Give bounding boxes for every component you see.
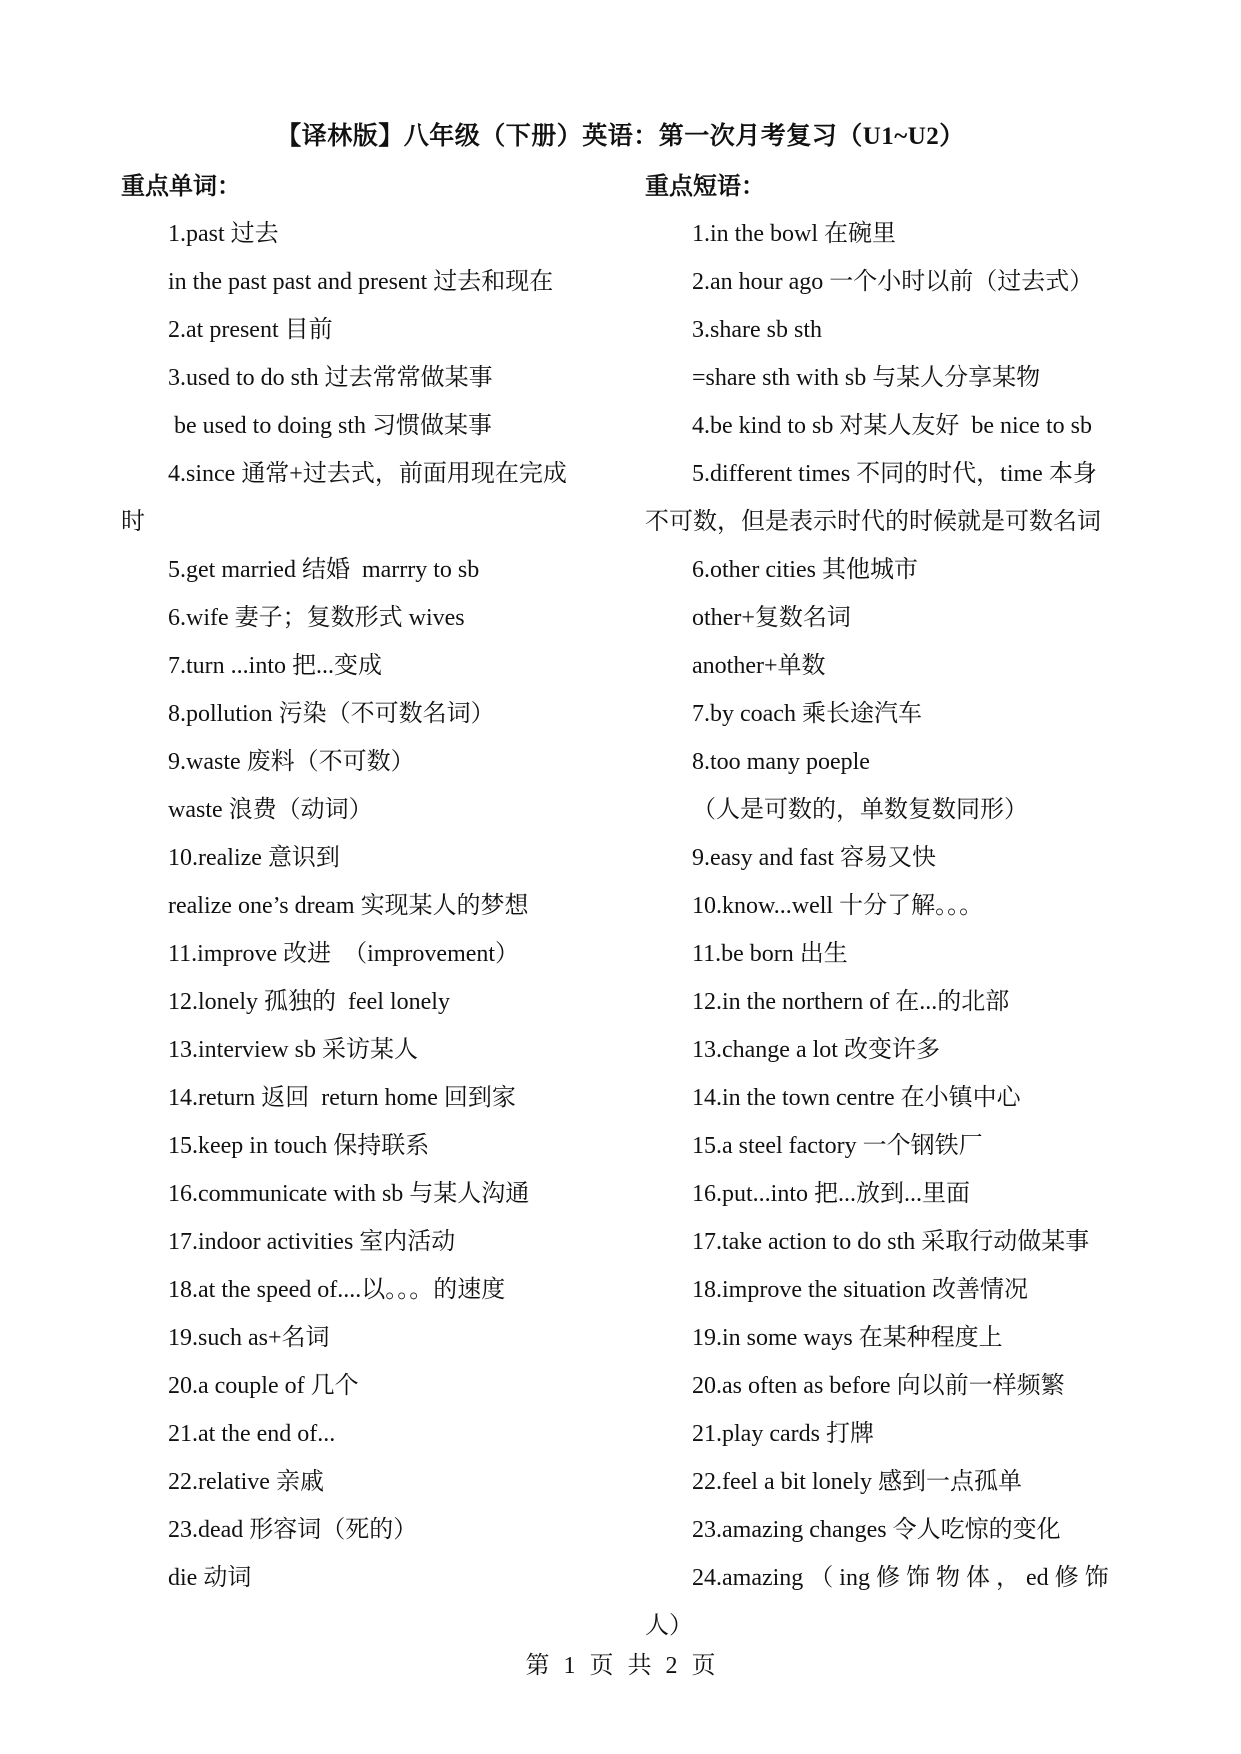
phrase-line: 13.change a lot 改变许多 [692,1037,940,1063]
key-phrases-heading: 重点短语： [645,174,765,200]
phrase-line: 18.improve the situation 改善情况 [692,1277,1028,1303]
phrase-line: 6.other cities 其他城市 [692,557,918,583]
word-line: 15.keep in touch 保持联系 [168,1133,430,1159]
key-words-heading: 重点单词： [121,174,241,200]
phrase-line: 3.share sb sth [692,317,822,343]
word-line: waste 浪费（动词） [168,797,373,823]
word-line: 3.used to do sth 过去常常做某事 [168,365,493,391]
word-line: 23.dead 形容词（死的） [168,1517,418,1543]
word-line: 16.communicate with sb 与某人沟通 [168,1181,530,1207]
word-line: die 动词 [168,1565,252,1591]
word-line: 22.relative 亲戚 [168,1469,324,1495]
phrase-line: （人是可数的，单数复数同形） [692,797,1028,823]
page-title: 【译林版】八年级（下册）英语：第一次月考复习（U1~U2） [276,123,965,150]
word-line: 2.at present 目前 [168,317,333,343]
phrase-line: 12.in the northern of 在...的北部 [692,989,1010,1015]
phrase-line: 16.put...into 把...放到...里面 [692,1181,971,1207]
key-words-column [121,210,681,1602]
phrase-line: 11.be born 出生 [692,941,848,967]
phrase-line: 23.amazing changes 令人吃惊的变化 [692,1517,1061,1543]
phrase-line: =share sth with sb 与某人分享某物 [692,365,1041,391]
word-line: 14.return 返回 return home 回到家 [168,1085,516,1111]
word-line: in the past past and present 过去和现在 [168,269,554,295]
word-line: 21.at the end of... [168,1421,336,1447]
word-line: 9.waste 废料（不可数） [168,749,415,775]
phrase-line: 8.too many poeple [692,749,870,775]
word-line: 8.pollution 污染（不可数名词） [168,701,495,727]
phrase-line: 21.play cards 打牌 [692,1421,874,1447]
word-line: 6.wife 妻子；复数形式 wives [168,605,465,631]
phrase-line: 1.in the bowl 在碗里 [692,221,896,247]
phrase-line: 15.a steel factory 一个钢铁厂 [692,1133,983,1159]
page-footer: 第 1 页 共 2 页 [525,1653,716,1679]
phrase-line: other+复数名词 [692,605,851,631]
key-phrases-column [645,210,1205,1650]
word-line: 17.indoor activities 室内活动 [168,1229,456,1255]
word-line: 10.realize 意识到 [168,845,340,871]
phrase-line: 不可数，但是表示时代的时候就是可数名词 [645,509,1101,535]
phrase-line: 5.different times 不同的时代，time 本身 [692,461,1097,487]
word-line: realize one’s dream 实现某人的梦想 [168,893,529,919]
word-line: 时 [121,509,145,535]
word-line: be used to doing sth 习惯做某事 [168,413,492,439]
word-line: 4.since 通常+过去式，前面用现在完成 [168,461,567,487]
phrase-line: 19.in some ways 在某种程度上 [692,1325,1003,1351]
word-line: 13.interview sb 采访某人 [168,1037,418,1063]
phrase-line: 人） [645,1613,693,1639]
word-line: 7.turn ...into 把...变成 [168,653,382,679]
phrase-line: 22.feel a bit lonely 感到一点孤单 [692,1469,1022,1495]
phrase-line: 17.take action to do sth 采取行动做某事 [692,1229,1090,1255]
word-line: 12.lonely 孤独的 feel lonely [168,989,450,1015]
phrase-line: 4.be kind to sb 对某人友好 be nice to sb [692,413,1092,439]
word-line: 18.at the speed of....以。。。的速度 [168,1277,506,1303]
phrase-line: 20.as often as before 向以前一样频繁 [692,1373,1065,1399]
phrase-line: 7.by coach 乘长途汽车 [692,701,922,727]
phrase-line: 2.an hour ago 一个小时以前（过去式） [692,269,1094,295]
word-line: 1.past 过去 [168,221,279,247]
phrase-line: another+单数 [692,653,826,679]
word-line: 20.a couple of 几个 [168,1373,359,1399]
word-line: 19.such as+名词 [168,1325,330,1351]
phrase-line: 10.know...well 十分了解。。。 [692,893,984,919]
word-line: 11.improve 改进 （improvement） [168,941,520,967]
phrase-line: 24.amazing （ ing 修 饰 物 体 ， ed 修 饰 [692,1565,1109,1591]
phrase-line: 9.easy and fast 容易又快 [692,845,936,871]
phrase-line: 14.in the town centre 在小镇中心 [692,1085,1021,1111]
word-line: 5.get married 结婚 marrry to sb [168,557,480,583]
